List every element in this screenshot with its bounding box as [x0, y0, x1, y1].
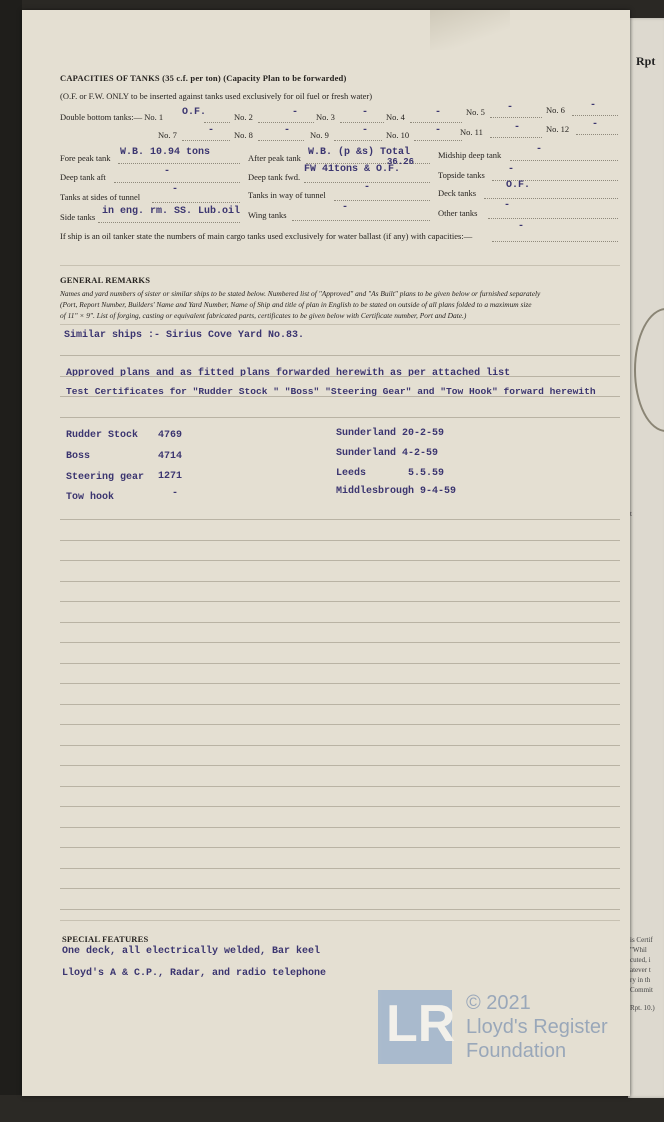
deep-fwd-label: Deep tank fwd.	[248, 172, 301, 182]
adjacent-doc-fragment: t	[630, 510, 632, 518]
capacities-heading: CAPACITIES OF TANKS (35 c.f. per ton) (Capacity Plan to be forwarded)	[60, 73, 347, 83]
tank-no10-label: No. 10	[386, 130, 410, 140]
fill-line	[258, 140, 304, 141]
tank-no5-label: No. 5	[466, 107, 485, 117]
wing-tanks-label: Wing tanks	[248, 210, 287, 220]
adjacent-doc-fragment: atever t	[630, 966, 651, 974]
section-rule	[60, 920, 620, 921]
ruled-line	[60, 868, 620, 869]
similar-ships-text: Similar ships :- Sirius Cove Yard No.83.	[64, 330, 305, 341]
ruled-line	[60, 355, 620, 356]
background-bottom	[0, 1095, 664, 1122]
lr-logo-icon: LR	[378, 990, 452, 1064]
ruled-line	[60, 765, 620, 766]
special-features-line-2: Lloyd's A & C.P., Radar, and radio telephone	[62, 968, 327, 979]
fill-line	[292, 220, 430, 221]
tank-no8-label: No. 8	[234, 130, 253, 140]
other-tanks-value: -	[504, 200, 511, 211]
watermark-foundation: Foundation	[466, 1040, 567, 1062]
tank-no6-label: No. 6	[546, 105, 565, 115]
general-remarks-heading: GENERAL REMARKS	[60, 275, 151, 285]
cert-number: 4714	[158, 451, 183, 462]
fill-line	[510, 160, 618, 161]
tank-no9-value: -	[362, 125, 369, 136]
ruled-line	[60, 519, 620, 520]
test-certificates-text: Test Certificates for "Rudder Stock " "Boss" "Steering Gear" and "Tow Hook" forward herewith	[66, 386, 596, 397]
remarks-instruction-1: Names and yard numbers of sister or similar ships to be stated below. Numbered list of "Approved" and "As Built" plans to be given below or furnished separately	[60, 289, 541, 298]
fill-line	[152, 202, 240, 203]
fill-line	[334, 200, 430, 201]
watermark	[378, 990, 608, 1064]
capacities-note: (O.F. or F.W. ONLY to be inserted against tanks used exclusively for oil fuel or fresh water)	[60, 91, 373, 101]
after-peak-label: After peak tank	[248, 153, 301, 163]
special-features-heading: SPECIAL FEATURES	[62, 934, 149, 944]
fill-line	[490, 137, 542, 138]
adjacent-doc-fragment: "Whil	[630, 946, 647, 954]
side-tanks-value: in eng. rm. SS. Lub.oil	[102, 206, 241, 217]
cert-place-date: Sunderland 4-2-59	[336, 448, 439, 459]
adjacent-doc-fragment: ry in th	[630, 976, 651, 984]
fill-line	[98, 222, 240, 223]
deck-tanks-label: Deck tanks	[438, 188, 477, 198]
tank-no4-label: No. 4	[386, 112, 405, 122]
ruled-line	[60, 417, 620, 418]
watermark-name: Lloyd's Register	[466, 1016, 608, 1038]
ruled-line	[60, 847, 620, 848]
tunnel-sides-value: -	[172, 184, 179, 195]
fill-line	[572, 115, 618, 116]
ruled-line	[60, 396, 620, 397]
ruled-line	[60, 622, 620, 623]
cert-place-date: Leeds 5.5.59	[336, 468, 445, 479]
double-bottom-label: Double bottom tanks:— No. 1	[60, 112, 164, 122]
fill-line	[114, 182, 240, 183]
tank-no9-label: No. 9	[310, 130, 329, 140]
tunnel-way-value: -	[364, 182, 371, 193]
fill-line	[118, 163, 240, 164]
ruled-line	[60, 909, 620, 910]
section-rule	[60, 265, 620, 266]
tank-no6-value: -	[590, 100, 597, 111]
fill-line	[576, 134, 618, 135]
ruled-line	[60, 806, 620, 807]
cert-part: Tow hook	[66, 492, 115, 503]
background-left	[0, 0, 22, 1122]
fill-line	[490, 117, 542, 118]
fill-line	[414, 140, 462, 141]
section-rule	[60, 324, 620, 325]
after-peak-total: 36.26	[387, 157, 415, 167]
topside-value: -	[508, 164, 515, 175]
deep-aft-label: Deep tank aft	[60, 172, 106, 182]
ruled-line	[60, 724, 620, 725]
adjacent-doc-seal	[634, 308, 664, 432]
fill-line	[410, 122, 462, 123]
remarks-instruction-2: (Port, Report Number, Builders' Name and Yard Number, Name of Ship and title of plan in English to be stated on outside of all plans folded to a maximum size	[60, 300, 532, 309]
ruled-line	[60, 601, 620, 602]
tank-no7-value: -	[208, 125, 215, 136]
fill-line	[204, 122, 230, 123]
fill-line	[484, 198, 618, 199]
deep-aft-value: -	[164, 166, 171, 177]
cert-number: -	[172, 488, 179, 499]
ruled-line	[60, 745, 620, 746]
wing-tanks-value: -	[342, 202, 349, 213]
fore-peak-label: Fore peak tank	[60, 153, 111, 163]
tank-no4-value: -	[435, 107, 442, 118]
ruled-line	[60, 642, 620, 643]
ruled-line	[60, 376, 620, 377]
cert-number: 4769	[158, 430, 183, 441]
fill-line	[492, 241, 618, 242]
approved-plans-text: Approved plans and as fitted plans forwarded herewith as per attached list	[66, 368, 511, 379]
fill-line	[334, 140, 382, 141]
ruled-line	[60, 663, 620, 664]
ruled-line	[60, 560, 620, 561]
adjacent-doc-rpt: Rpt	[636, 54, 656, 68]
fill-line	[258, 122, 314, 123]
fill-line	[340, 122, 384, 123]
tank-no2-label: No. 2	[234, 112, 253, 122]
tank-no5-value: -	[507, 102, 514, 113]
watermark-copyright: © 2021	[466, 992, 531, 1014]
fill-line	[488, 218, 618, 219]
ruled-line	[60, 888, 620, 889]
adjacent-doc-fragment: Rpt. 10.)	[630, 1004, 655, 1012]
midship-value: -	[536, 144, 543, 155]
oil-tanker-value: -	[518, 221, 525, 232]
tank-no3-value: -	[362, 107, 369, 118]
tank-no10-value: -	[435, 125, 442, 136]
ruled-line	[60, 786, 620, 787]
ruled-line	[60, 581, 620, 582]
tunnel-sides-label: Tanks at sides of tunnel	[60, 192, 141, 202]
ruled-line	[60, 540, 620, 541]
deck-tanks-value: O.F.	[506, 180, 531, 191]
tank-no1-value: O.F.	[182, 107, 207, 118]
midship-label: Midship deep tank	[438, 150, 502, 160]
tank-no8-value: -	[284, 125, 291, 136]
tank-no2-value: -	[292, 107, 299, 118]
other-tanks-label: Other tanks	[438, 208, 478, 218]
adjacent-document	[628, 18, 664, 1098]
adjacent-doc-fragment: cuted, i	[630, 956, 651, 964]
tank-no12-value: -	[592, 119, 599, 130]
tank-no7-label: No. 7	[158, 130, 177, 140]
tank-no11-label: No. 11	[460, 127, 483, 137]
deep-fwd-value: FW 41tons & O.F.	[304, 164, 401, 175]
adjacent-doc-fragment: Commit	[630, 986, 653, 994]
cert-number: 1271	[158, 471, 183, 482]
ruled-line	[60, 683, 620, 684]
adjacent-doc-fragment: is Certif	[630, 936, 653, 944]
side-tanks-label: Side tanks	[60, 212, 96, 222]
tank-no11-value: -	[514, 122, 521, 133]
ruled-line	[60, 827, 620, 828]
fill-line	[182, 140, 230, 141]
tank-no12-label: No. 12	[546, 124, 570, 134]
page-tear	[430, 10, 510, 50]
tunnel-way-label: Tanks in way of tunnel	[248, 190, 326, 200]
cert-part: Rudder Stock	[66, 430, 139, 441]
after-peak-value: W.B. (p &s) Total	[308, 147, 411, 158]
special-features-line-1: One deck, all electrically welded, Bar keel	[62, 946, 321, 957]
fore-peak-value: W.B. 10.94 tons	[120, 147, 211, 158]
topside-label: Topside tanks	[438, 170, 485, 180]
cert-part: Steering gear	[66, 472, 145, 483]
tank-no3-label: No. 3	[316, 112, 335, 122]
cert-place-date: Middlesbrough 9-4-59	[336, 486, 457, 497]
ruled-line	[60, 704, 620, 705]
cert-place-date: Sunderland 20-2-59	[336, 428, 445, 439]
report-page	[22, 10, 630, 1096]
remarks-instruction-3: of 11" × 9". List of forging, casting or equivalent fabricated parts, certificates to be given below with Certificate number, Port and Date.)	[60, 311, 467, 320]
cert-part: Boss	[66, 451, 91, 462]
oil-tanker-label: If ship is an oil tanker state the numbers of main cargo tanks used exclusively for water ballast (if any) with capacities:—	[60, 231, 473, 241]
